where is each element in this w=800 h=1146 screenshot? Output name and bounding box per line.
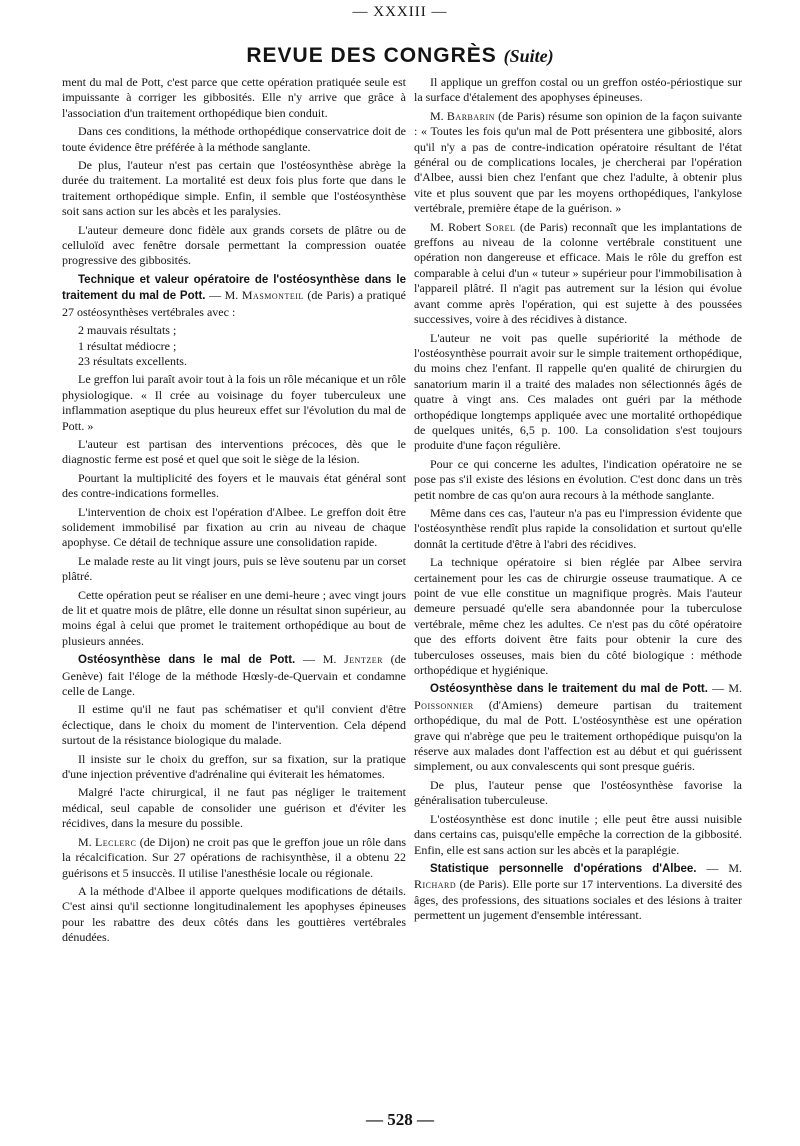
paragraph: Le greffon lui paraît avoir tout à la fois un rôle mécanique et un rôle physiologique. « Il crée au voisinage du foyer tuberculeux une inflammation aseptique du plus heureux effet sur l'évolution du mal de Pott. » bbox=[62, 372, 406, 433]
heading-dash: — M. bbox=[707, 681, 743, 696]
paragraph: L'auteur demeure donc fidèle aux grands corsets de plâtre ou de celluloïd avec fenêtre dorsale permettant la compression ouatée progressive des gibbosités. bbox=[62, 222, 406, 268]
author-name: Jentzer bbox=[344, 652, 383, 667]
section-paragraph bbox=[62, 272, 406, 320]
section-heading: Statistique personnelle d'opérations d'Albee. bbox=[430, 862, 697, 875]
paragraph: Même dans ces cas, l'auteur n'a pas eu l'impression évidente que l'ostéosynthèse rendît plus rapide la consolidation et surtout qu'elle donnât la certitude d'être à l'abri des récidives. bbox=[414, 505, 742, 551]
page-number: — 528 — bbox=[366, 1110, 434, 1129]
list-item: 23 résultats excellents. bbox=[78, 353, 187, 368]
left-column bbox=[62, 75, 406, 949]
paragraph: Dans ces conditions, la méthode orthopédique conservatrice doit de toute évidence être préférée à la méthode sanglante. bbox=[62, 124, 406, 154]
paragraph: De plus, l'auteur pense que l'ostéosynthèse favorise la généralisation tuberculeuse. bbox=[414, 777, 742, 808]
paragraph: Il applique un greffon costal ou un greffon ostéo-périostique sur la surface d'étalement des apophyses épineuses. bbox=[414, 75, 742, 105]
paragraph-text: M. Robert bbox=[430, 219, 486, 234]
paragraph: Il estime qu'il ne faut pas schématiser et qu'il convient d'être éclectique, dans le choix du moment de l'intervention. Cela dépend surtout de la résistance biologique du malade. bbox=[62, 702, 406, 748]
paragraph-text: (de Genève) fait l'éloge de la méthode Hœsly-de-Quervain et condamne celle de Lange. bbox=[62, 652, 406, 699]
roman-page-number: — XXXIII — bbox=[352, 4, 448, 20]
paragraph: Malgré l'acte chirurgical, il ne faut pas négliger le traitement médical, seul capable de consolider une guérison et d'éviter les récidives, dans la mesure du possible. bbox=[62, 785, 406, 831]
section-paragraph bbox=[414, 681, 742, 774]
paragraph-text: (d'Amiens) demeure partisan du traitement orthopédique, du mal de Pott. L'ostéosynthèse est une opération grave qui n'abrège que peu le traitement orthopédique puisqu'on la réserve aux malades dont l'affection est au début et qui guérissent simplement, ou aux convalescents qui sont presque guéris. bbox=[414, 697, 742, 774]
heading-dash: — M. bbox=[696, 860, 743, 875]
paragraph: L'ostéosynthèse est donc inutile ; elle peut être aussi nuisible dans certains cas, puisqu'elle empêche la correction de la gibbosité. Enfin, elle est sans action sur les abcès et la paraplégie. bbox=[414, 811, 742, 857]
paragraph: Cette opération peut se réaliser en une demi-heure ; avec vingt jours de lit et quatre mois de plâtre, elle donne un résultat sinon supérieur, au moins égal à celui que promet le traitement orthopédique au bout de plusieurs années. bbox=[62, 587, 406, 648]
paragraph-text: (de Paris) a pratiqué 27 ostéosynthèses vertébrales avec : bbox=[62, 288, 406, 319]
paragraph: Pour ce qui concerne les adultes, l'indication opératoire ne se pose pas s'il existe des lésions en évolution. C'est donc dans un très petit nombre de cas qu'on aura recours à la méthode sanglante. bbox=[414, 456, 742, 502]
paragraph-text: M. bbox=[78, 834, 95, 849]
author-name: Barbarin bbox=[446, 108, 495, 123]
section-paragraph bbox=[62, 652, 406, 699]
paragraph: De plus, l'auteur n'est pas certain que l'ostéosynthèse abrège la durée du traitement. La mortalité est deux fois plus forte que dans le traitement orthopédique simple. Enfin, il semble que l'ostéosynthèse soit sans action sur les abcès et les paralysies. bbox=[62, 158, 406, 219]
paragraph-text: M. bbox=[430, 108, 447, 123]
paragraph: Pourtant la multiplicité des foyers et le mauvais état général sont des contre-indications formelles. bbox=[62, 470, 406, 501]
paragraph bbox=[414, 220, 742, 328]
heading-dash: — M. bbox=[205, 288, 242, 303]
author-name: Leclerc bbox=[94, 834, 137, 849]
section-heading: Ostéosynthèse dans le traitement du mal de Pott. bbox=[430, 683, 708, 696]
paragraph: L'auteur ne voit pas quelle supériorité la méthode de l'ostéosynthèse pourrait avoir sur le simple traitement orthopédique, du moins chez l'enfant. Il rappelle qu'en qualité de chirurgien du sanatorium marin il a traité des malades non sélectionnés âgés de quatre à vingt ans. Ces malades ont guéri par la méthode orthopédique longtemps appliquée avec une mortalité orthopédique de quelques unités, 6,5 p. 100. La consolidation s'est toujours produite d'une façon régulière. bbox=[414, 330, 742, 453]
paragraph: L'intervention de choix est l'opération d'Albee. Le greffon doit être solidement immobilisé par fixation au crin au niveau de chaque apophyse. Ce détail de technique assure une consolidation rapide. bbox=[62, 504, 406, 550]
right-column bbox=[414, 75, 742, 927]
author-name: Masmonteil bbox=[241, 288, 304, 303]
paragraph bbox=[62, 835, 406, 881]
paragraph: ment du mal de Pott, c'est parce que cette opération pratiquée seule est impuissante à corriger les gibbosités. Elle n'y arrive que grâce à l'association d'un traitement orthopédique bien conduit. bbox=[62, 75, 406, 120]
section-heading: Ostéosynthèse dans le mal de Pott. bbox=[78, 654, 296, 667]
paragraph-text: (de Paris) reconnaît que les implantations de greffons au niveau de la colonne vertébrale constituent une opération non dangereuse et efficace. Mais le rôle du greffon est comparable à celui d'un « tuteur » supérieur pour l'immobilisation à l'appareil plâtré. Il n'agit pas autrement sur la lésion qui évolue avant comme après l'opération, qui est sujette à des poussées successives, voire à des récidives à distance. bbox=[414, 219, 742, 327]
paragraph-text: (de Paris). Elle porte sur 17 interventions. La diversité des âges, des professions, des situations sociales et des lésions à traiter permettent un jugement d'ensemble intéressant. bbox=[414, 877, 742, 923]
list-item: 1 résultat médiocre ; bbox=[78, 338, 177, 353]
paragraph: La technique opératoire si bien réglée par Albee servira certainement pour les cas de chirurgie osseuse traumatique. A ce point de vue elle constitue un magnifique progrès. Mais l'auteur demeure persuadé qu'elle sera abandonnée pour la tuberculose vertébrale, même chez les adultes. Ce n'est pas du côté opératoire que des efforts doivent être faits pour obtenir la cure des tuberculoses osseuses, mais bien du côté biologique : méthode orthopédique et hygiénique. bbox=[414, 555, 742, 678]
paragraph-text: (de Dijon) ne croit pas que le greffon joue un rôle dans la récalcification. Sur 27 opérations de rachisynthèse, il a obtenu 22 guérisons et 5 insuccès. Il utilise l'anesthésie locale ou régionale. bbox=[62, 834, 406, 880]
author-name: Richard bbox=[414, 877, 457, 892]
title-text: REVUE DES CONGRÈS bbox=[246, 44, 497, 67]
author-name: Sorel bbox=[485, 219, 516, 234]
heading-dash: — M. bbox=[295, 652, 345, 667]
title-suite: (Suite) bbox=[503, 46, 554, 66]
paragraph: L'auteur est partisan des interventions précoces, dès que le diagnostic ferme est posé et quel que soit le siège de la lésion. bbox=[62, 436, 406, 467]
paragraph-text: (de Paris) résume son opinion de la façon suivante : « Toutes les fois qu'un mal de Pott présentera une gibbosité, alors qu'il n'y a pas de contre-indication opératoire résultant de l'état général ou de complications locales, je chercherai par l'opération d'Albee, aussi bien chez l'enfant que chez l'adulte, à obtenir plus vite et plus souvent que par les moyens orthopédiques, l'ankylose vertébrale, première étape de la guérison. » bbox=[414, 108, 743, 216]
page-title bbox=[0, 44, 800, 68]
section-paragraph bbox=[414, 861, 742, 924]
author-name: Poissonnier bbox=[414, 697, 474, 712]
paragraph: Le malade reste au lit vingt jours, puis se lève soutenu par un corset plâtré. bbox=[62, 553, 406, 584]
section-heading: Technique et valeur opératoire de l'ostéosynthèse dans le traitement du mal de Pott. bbox=[62, 273, 406, 303]
paragraph: A la méthode d'Albee il apporte quelques modifications de détails. C'est ainsi qu'il sectionne longitudinalement les apophyses épineuses pour les rabattre des deux côtés dans les gouttières vertébrales dénudées. bbox=[62, 883, 406, 945]
paragraph bbox=[414, 109, 742, 217]
paragraph: Il insiste sur le choix du greffon, sur sa fixation, sur la pratique d'une injection préventive d'adrénaline qui éviterait les hématomes. bbox=[62, 751, 406, 782]
list-item: 2 mauvais résultats ; bbox=[78, 323, 177, 338]
